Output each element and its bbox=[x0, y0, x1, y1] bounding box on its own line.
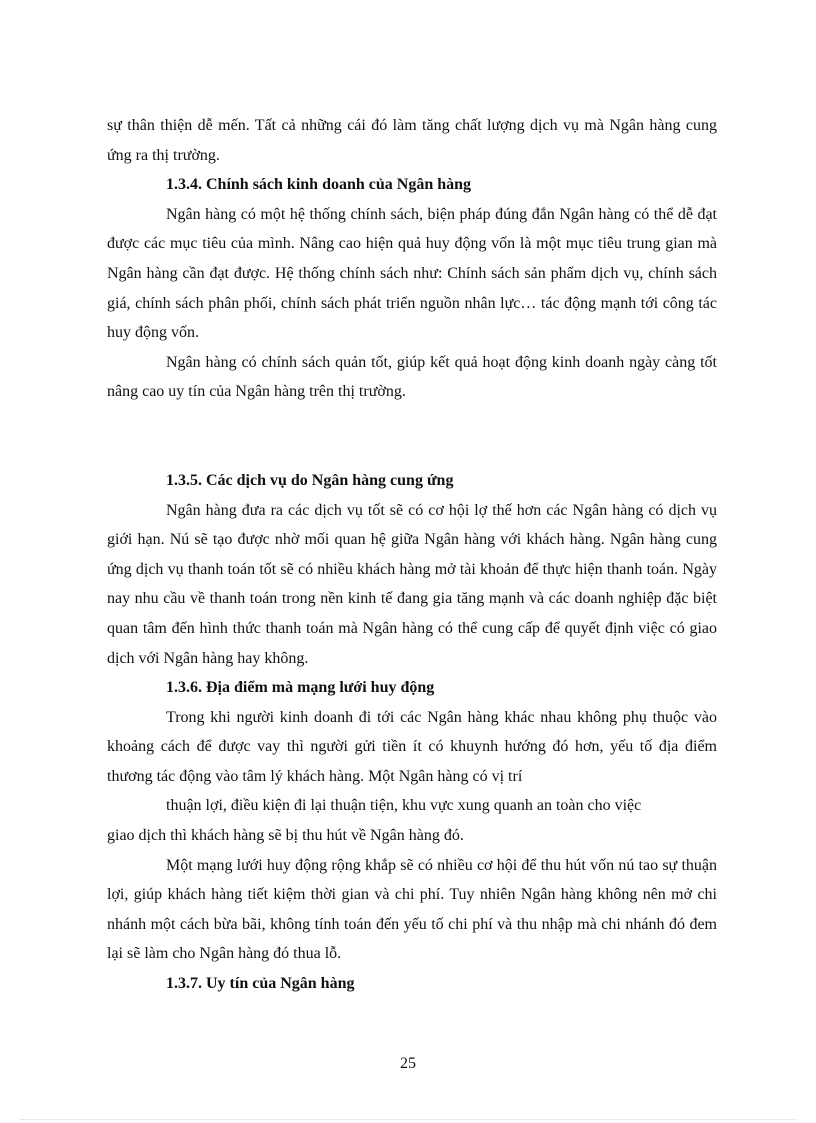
paragraph: Ngân hàng có một hệ thống chính sách, biện pháp đúng đắn Ngân hàng có thể dễ đạt được các mục tiêu của mình. Nâng cao hiện quả huy động vốn là một mục tiêu trung gian mà Ngân hàng cần đạt được. Hệ thống chính sách như: Chính sách sản phẩm dịch vụ, chính sách giá, chính sách phân phối, chính sách phát triển nguồn nhân lực… tác động mạnh tới công tác huy động vốn. bbox=[107, 205, 717, 342]
paragraph: Ngân hàng có chính sách quản tốt, giúp kết quả hoạt động kinh doanh ngày càng tốt nâng cao uy tín của Ngân hàng trên thị trường. bbox=[107, 353, 717, 401]
section-heading: 1.3.5. Các dịch vụ do Ngân hàng cung ứng bbox=[166, 471, 454, 489]
page-number: 25 bbox=[400, 1055, 416, 1072]
blank-space bbox=[107, 407, 717, 466]
page-edge-divider bbox=[20, 1119, 796, 1120]
paragraph: giao dịch thì khách hàng sẽ bị thu hút về Ngân hàng đó. bbox=[107, 827, 464, 845]
body-text bbox=[107, 111, 717, 999]
section-heading: 1.3.6. Địa điểm mà mạng lưới huy động bbox=[166, 679, 435, 697]
section-heading: 1.3.7. Uy tín của Ngân hàng bbox=[166, 975, 355, 993]
paragraph: thuận lợi, điều kiện đi lại thuận tiện, khu vực xung quanh an toàn cho việc bbox=[166, 797, 642, 815]
section-heading: 1.3.4. Chính sách kinh doanh của Ngân hàng bbox=[166, 176, 472, 194]
paragraph: Trong khi người kinh doanh đi tới các Ngân hàng khác nhau không phụ thuộc vào khoảng cách để được vay thì người gửi tiền ít có khuynh hướng đó hơn, yếu tố địa điểm thương tác động vào tâm lý khách hàng. Một Ngân hàng có vị trí bbox=[107, 708, 717, 785]
paragraph: Một mạng lưới huy động rộng khắp sẽ có nhiều cơ hội để thu hút vốn nú tao sự thuận lợi, giúp khách hàng tiết kiệm thời gian và chi phí. Tuy nhiên Ngân hàng không nên mở chi nhánh một cách bừa bãi, không tính toán đến yếu tố chi phí và thu nhập mà chi nhánh đó đem lại sẽ làm cho Ngân hàng đó thua lỗ. bbox=[107, 856, 717, 963]
paragraph: Ngân hàng đưa ra các dịch vụ tốt sẽ có cơ hội lợ thế hơn các Ngân hàng có dịch vụ giới hạn. Nú sẽ tạo được nhờ mối quan hệ giữa Ngân hàng với khách hàng. Ngân hàng cung ứng dịch vụ thanh toán tốt sẽ có nhiều khách hàng mở tài khoản để thực hiện thanh toán. Ngày nay nhu cầu về thanh toán trong nền kinh tế đang gia tăng mạnh và các doanh nghiệp đặc biệt quan tâm đến hình thức thanh toán mà Ngân hàng có thể cung cấp để quyết định việc có giao dịch với Ngân hàng hay không. bbox=[107, 501, 717, 667]
paragraph: sự thân thiện dễ mến. Tất cả những cái đó làm tăng chất lượng dịch vụ mà Ngân hàng cung ứng ra thị trường. bbox=[107, 117, 717, 164]
